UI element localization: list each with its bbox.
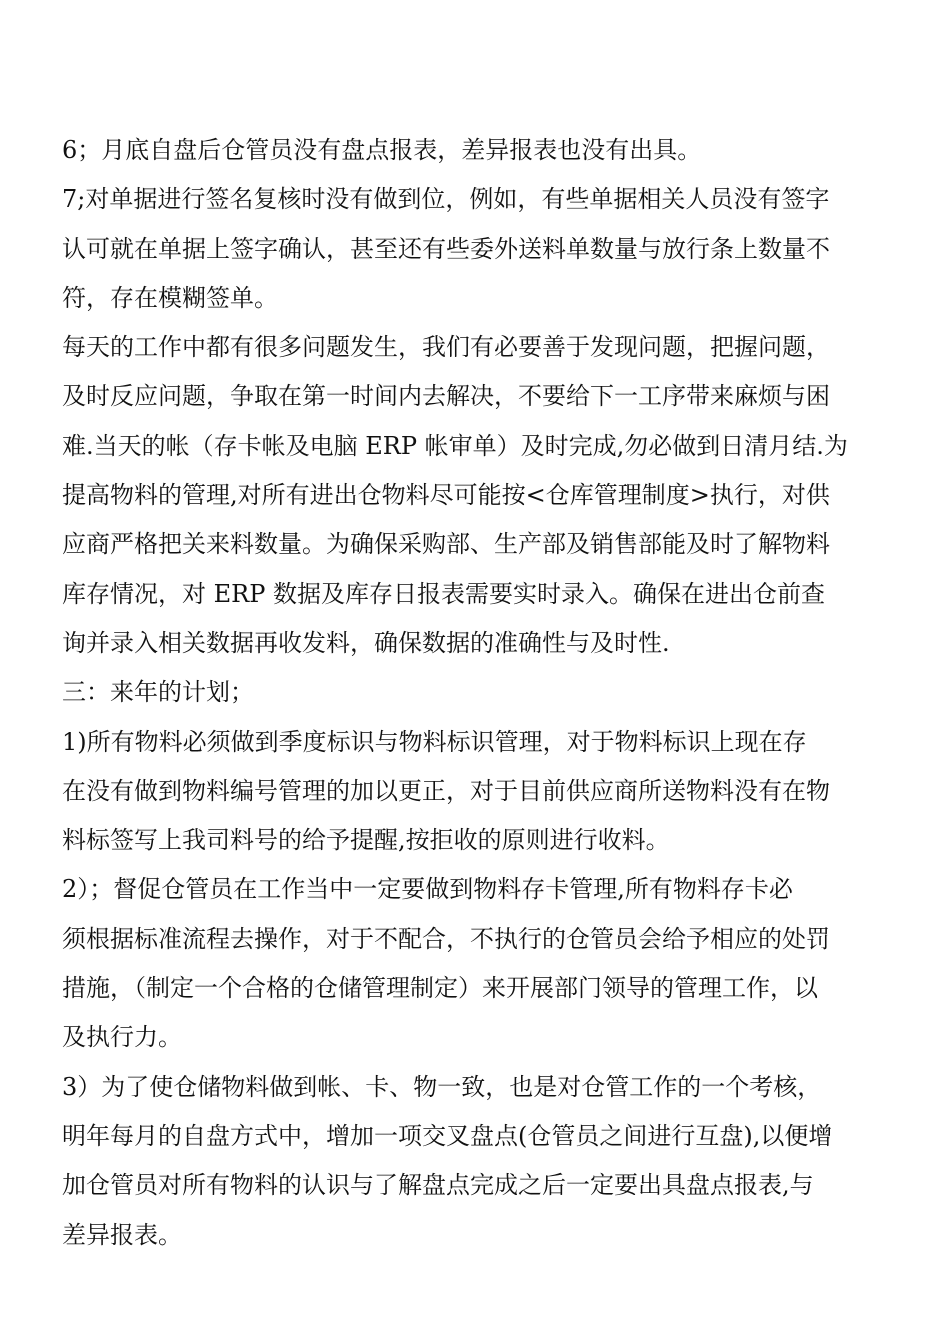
text-line: 及执行力。 xyxy=(62,1023,182,1052)
text-line: 7;对单据进行签名复核时没有做到位，例如，有些单据相关人员没有签字 xyxy=(62,185,830,214)
text-line: 2）；督促仓管员在工作当中一定要做到物料存卡管理,所有物料存卡必 xyxy=(62,875,793,904)
section-heading: 三：来年的计划； xyxy=(62,678,254,707)
document-body xyxy=(62,126,892,1260)
text-line: 库存情况，对 ERP 数据及库存日报表需要实时录入。确保在进出仓前查 xyxy=(62,579,825,608)
text-line: 须根据标准流程去操作，对于不配合，不执行的仓管员会给予相应的处罚 xyxy=(62,924,830,953)
text-line: 认可就在单据上签字确认，甚至还有些委外送料单数量与放行条上数量不 xyxy=(62,234,830,263)
text-line: 难.当天的帐（存卡帐及电脑 ERP 帐审单）及时完成,勿必做到日清月结.为 xyxy=(62,431,848,460)
text-line: 每天的工作中都有很多问题发生，我们有必要善于发现问题，把握问题， xyxy=(62,333,830,362)
text-line: 1)所有物料必须做到季度标识与物料标识管理，对于物料标识上现在存 xyxy=(62,727,807,756)
text-line: 加仓管员对所有物料的认识与了解盘点完成之后一定要出具盘点报表,与 xyxy=(62,1171,814,1200)
text-line: 询并录入相关数据再收发料，确保数据的准确性与及时性. xyxy=(62,628,670,657)
text-line: 应商严格把关来料数量。为确保采购部、生产部及销售部能及时了解物料 xyxy=(62,530,830,559)
text-line: 3）为了使仓储物料做到帐、卡、物一致，也是对仓管工作的一个考核， xyxy=(62,1072,822,1101)
text-line: 料标签写上我司料号的给予提醒,按拒收的原则进行收料。 xyxy=(62,826,670,855)
text-line: 及时反应问题，争取在第一时间内去解决，不要给下一工序带来麻烦与困 xyxy=(62,382,830,411)
text-line: 提高物料的管理,对所有进出仓物料尽可能按<仓库管理制度>执行，对供 xyxy=(62,481,830,510)
text-line: 符，存在模糊签单。 xyxy=(62,283,278,312)
text-line: 在没有做到物料编号管理的加以更正，对于目前供应商所送物料没有在物 xyxy=(62,776,830,805)
text-line: 明年每月的自盘方式中，增加一项交叉盘点(仓管员之间进行互盘),以便增 xyxy=(62,1121,833,1150)
text-line: 6；月底自盘后仓管员没有盘点报表，差异报表也没有出具。 xyxy=(62,136,702,164)
text-line: 差异报表。 xyxy=(62,1220,182,1249)
text-line: 措施，（制定一个合格的仓储管理制定）来开展部门领导的管理工作，以 xyxy=(62,974,818,1003)
